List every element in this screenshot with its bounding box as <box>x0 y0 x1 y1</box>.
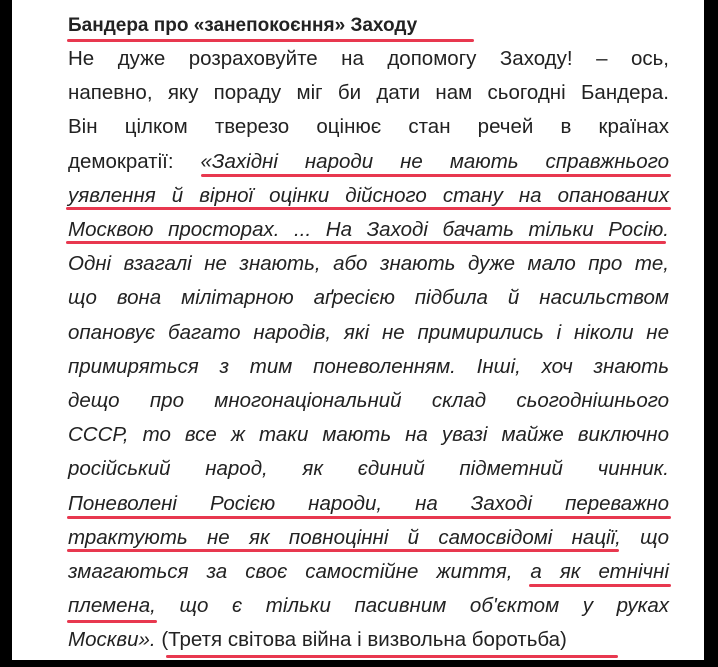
quote-text: Поневолені Росією народи, на Заході переважно <box>68 491 669 515</box>
quote-text: Одні взагалі не знають, або знають дуже мало про те, <box>68 252 669 276</box>
body-text: Не дуже розраховуйте на допомогу Заходу! – ось, <box>68 47 669 70</box>
source-underline <box>166 655 618 658</box>
text-line <box>68 418 669 452</box>
body-text: демократії: <box>68 149 201 173</box>
text-line <box>68 452 669 486</box>
quote-text: племена, що є тільки пасивним об'єктом у руках <box>68 594 669 618</box>
text-line <box>68 76 669 110</box>
text-line <box>68 384 669 418</box>
quote-text: опановує багато народів, які не примирились і ніколи не <box>68 320 669 344</box>
text-line <box>68 110 669 144</box>
quote-underline <box>201 174 671 177</box>
quote-underline <box>66 241 666 244</box>
quote-text: трактують не як повноцінні й самосвідомі нації, що <box>68 525 669 549</box>
quote-text: що вона мілітарною аґресією підбила й насильством <box>68 286 669 310</box>
text-line <box>68 42 669 76</box>
quote-text: уявлення й вірної оцінки дійсного стану на опанованих <box>68 183 669 207</box>
quote-text: змагаються за своє самостійне життя, а як етнічні <box>68 560 669 583</box>
quote-text: Москви». <box>68 628 162 652</box>
quote-text: СССР, то все ж таки мають на увазі майже виключно <box>68 423 669 447</box>
document-page <box>12 0 704 660</box>
quote-underline <box>67 549 619 552</box>
quote-underline <box>67 516 671 519</box>
quote-underline <box>529 584 671 587</box>
text-line <box>68 316 669 350</box>
text-line <box>68 281 669 315</box>
quote-text: Москвою просторах. ... На Заході бачать тільки Росію. <box>68 218 669 241</box>
quote-underline <box>66 207 671 210</box>
quote-text: дещо про многонаціональний склад сьогоднішнього <box>68 389 669 412</box>
body-text: Він цілком тверезо оцінює стан речей в країнах <box>68 115 669 139</box>
text-line <box>68 589 669 623</box>
quote-text: російський народ, як єдиний підметний чинник. <box>68 457 669 481</box>
article-heading: Бандера про «занепокоєння» Заходу <box>68 15 418 36</box>
text-line <box>68 623 669 657</box>
body-text: напевно, яку пораду міг би дати нам сьогодні Бандера. <box>68 81 669 105</box>
text-line <box>68 350 669 384</box>
body-text: (Третя світова війна і визвольна боротьба) <box>161 628 567 652</box>
quote-underline <box>67 620 157 623</box>
quote-text: примиряться з тим поневоленням. Інші, хоч знають <box>68 354 669 378</box>
quote-text: «Західні народи не мають справжнього <box>200 149 669 173</box>
text-line <box>68 247 669 281</box>
